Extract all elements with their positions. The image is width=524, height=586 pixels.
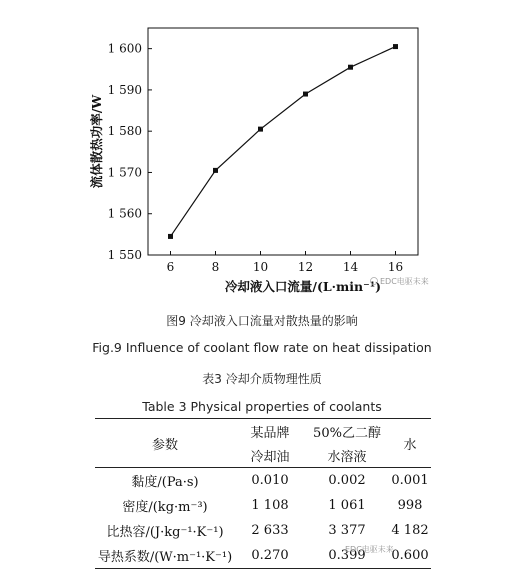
y-tick-label: 1 580 [107, 124, 142, 139]
plot-frame [148, 28, 418, 255]
row-param: 导热系数/(W·m⁻¹·K⁻¹) [97, 550, 233, 565]
row-value-c: 4 182 [391, 523, 429, 538]
x-tick-label: 14 [342, 260, 359, 274]
header-col-a-line2: 冷却油 [250, 449, 290, 465]
row-param: 黏度/(Pa·s) [131, 475, 199, 490]
row-value-b: 1 061 [328, 498, 366, 513]
y-tick-label: 1 550 [107, 248, 142, 262]
row-value-a: 1 108 [251, 498, 289, 513]
row-value-c: 0.001 [391, 473, 429, 488]
header-col-a-line1: 某品牌 [250, 425, 290, 441]
watermark-text: EDC电驱未来 [380, 277, 429, 286]
y-tick-label: 1 590 [107, 82, 142, 97]
data-point [213, 168, 218, 173]
y-axis-title: 流体散热功率/W [89, 94, 104, 189]
header-param: 参数 [151, 437, 178, 453]
table-caption-en: Table 3 Physical properties of coolants [142, 399, 382, 414]
row-value-b: 3 377 [328, 523, 366, 538]
figure-caption-en: Fig.9 Influence of coolant flow rate on heat dissipation [92, 340, 432, 355]
row-value-c: 0.600 [391, 548, 429, 563]
series-polyline [171, 47, 396, 237]
data-point [348, 65, 353, 70]
x-tick-label: 16 [387, 260, 404, 274]
data-point [168, 234, 173, 239]
chart-axes [148, 28, 418, 255]
row-value-b: 0.399 [328, 548, 366, 563]
watermark-bottom: EDC电驱未来 [345, 545, 394, 554]
row-param: 比热容/(J·kg⁻¹·K⁻¹) [106, 525, 224, 540]
x-tick-label: 12 [297, 260, 314, 274]
x-tick-label: 8 [211, 260, 220, 274]
figure-caption-cn: 图9 冷却液入口流量对散热量的影响 [166, 314, 358, 328]
table-row [95, 493, 431, 518]
data-points [168, 44, 398, 239]
header-col-c: 水 [403, 437, 417, 453]
y-axis-ticks [108, 42, 152, 262]
y-tick-label: 1 570 [107, 165, 142, 180]
x-axis-ticks [167, 251, 403, 274]
x-tick-label: 10 [252, 260, 269, 274]
x-tick-label: 6 [166, 260, 175, 274]
row-value-c: 998 [397, 498, 423, 513]
table-row [95, 468, 431, 494]
row-value-a: 0.270 [251, 548, 289, 563]
data-point [393, 44, 398, 49]
header-col-b-line1: 50%乙二醇 [313, 425, 381, 441]
y-tick-label: 1 560 [107, 206, 142, 221]
table-row [95, 518, 431, 543]
x-axis-title: 冷却液入口流量/(L·min⁻¹) [224, 279, 382, 294]
header-col-b-line2: 水溶液 [327, 449, 367, 465]
row-value-b: 0.002 [328, 473, 366, 488]
series-line [171, 47, 396, 237]
table-caption-cn: 表3 冷却介质物理性质 [202, 372, 322, 386]
row-value-a: 0.010 [251, 473, 289, 488]
data-point [258, 127, 263, 132]
y-tick-label: 1 600 [107, 41, 142, 56]
row-param: 密度/(kg·m⁻³) [122, 500, 208, 515]
watermark [371, 276, 429, 286]
data-point [303, 92, 308, 97]
row-value-a: 2 633 [251, 523, 289, 538]
